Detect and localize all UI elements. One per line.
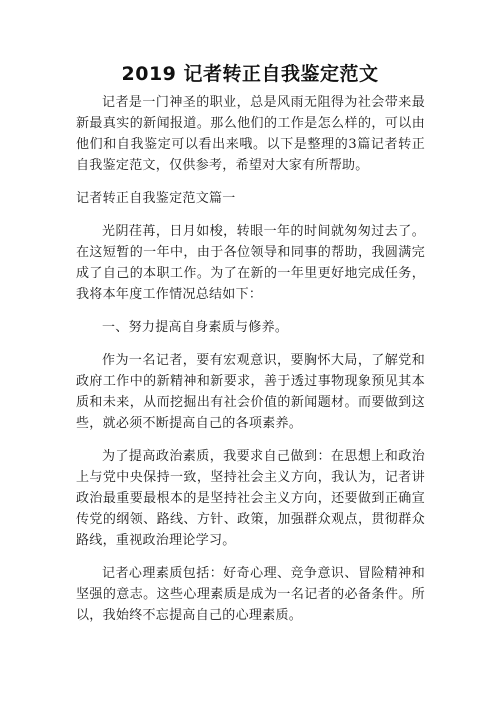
intro-paragraph: 记者是一门神圣的职业，总是风雨无阻得为社会带来最新最真实的新闻报道。那么他们的工作是怎么样的，可以由他们和自我鉴定可以看出来哦。以下是整理的3篇记者转正自我鉴定范文，仅供参考，希望对大家有所帮助。 <box>76 95 425 173</box>
body-paragraph: 光阴荏苒，日月如梭，转眼一年的时间就匆匆过去了。在这短暂的一年中，由于各位领导和同事的帮助，我圆满完成了自己的本职工作。为了在新的一年里更好地完成任务，我将本年度工作情况总结如下： <box>76 224 425 302</box>
body-paragraph: 作为一名记者，要有宏观意识，要胸怀大局，了解党和政府工作中的新精神和新要求，善于透过事物现象预见其本质和未来，从而挖掘出有社会价值的新闻题材。而要做到这些，就必须不断提高自己的各项素养。 <box>76 353 425 431</box>
document-title: 2019 记者转正自我鉴定范文 <box>121 63 379 85</box>
document-body <box>76 92 425 638</box>
body-paragraph: 记者心理素质包括：好奇心理、竞争意识、冒险精神和坚强的意志。这些心理素质是成为一名记者的必备条件。所以，我始终不忘提高自己的心理素质。 <box>76 566 425 623</box>
body-paragraph: 为了提高政治素质，我要求自己做到：在思想上和政治上与党中央保持一致，坚持社会主义方向，我认为，记者讲政治最重要最根本的是坚持社会主义方向，还要做到正确宣传党的纲领、路线、方针、政策，加强群众观点，贯彻群众路线，重视政治理论学习。 <box>76 449 425 548</box>
section-heading: 记者转正自我鉴定范文篇一 <box>76 191 236 206</box>
subheading-paragraph: 一、努力提高自身素质与修养。 <box>102 320 289 335</box>
